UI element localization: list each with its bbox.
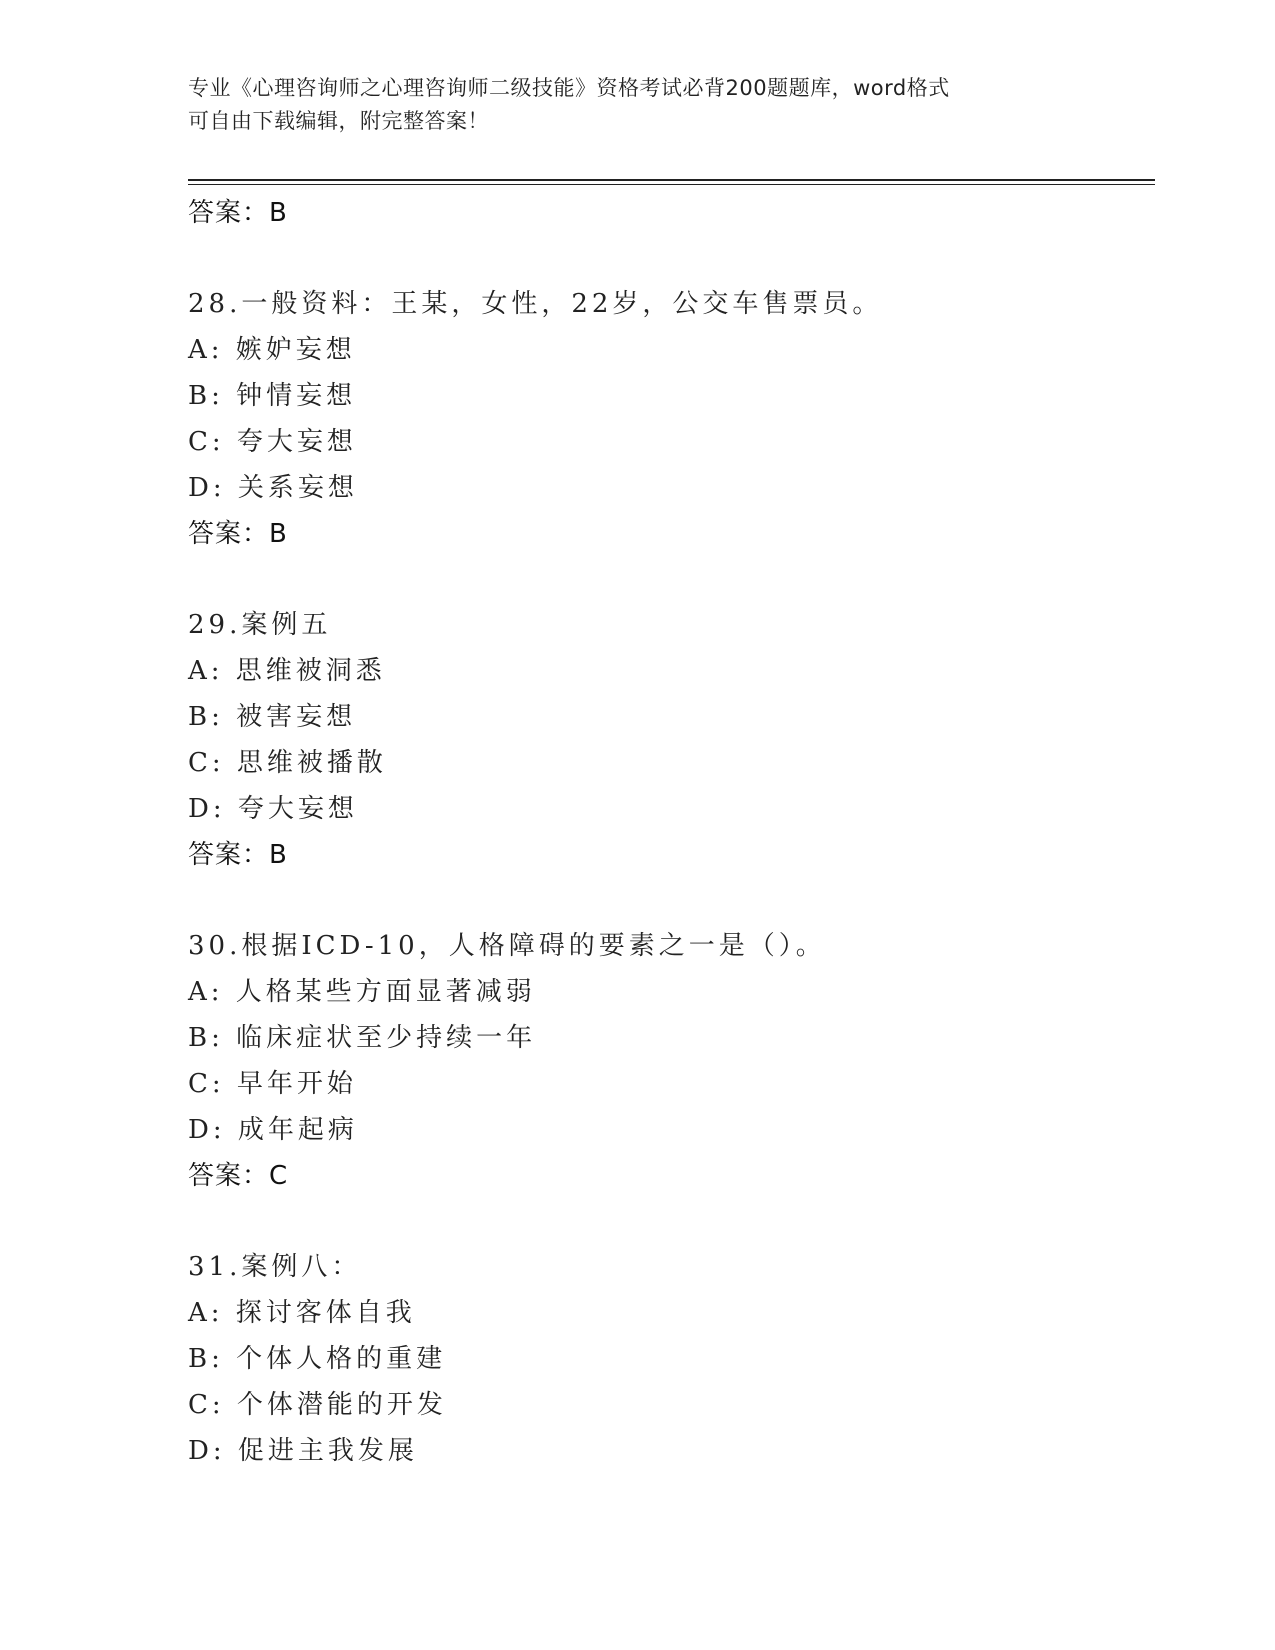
option-b: B: 被害妄想 [188,702,357,732]
option-a: A: 人格某些方面显著减弱 [188,977,536,1007]
document-header [188,72,1088,138]
question-29 [188,602,1148,878]
question-31 [188,1244,1148,1474]
option-d: D: 夸大妄想 [188,794,358,824]
question-stem: 28.一般资料：王某，女性，22岁，公交车售票员。 [188,289,883,319]
option-a: A: 思维被洞悉 [188,656,386,686]
option-b: B: 钟情妄想 [188,381,357,411]
option-a: A: 探讨客体自我 [188,1298,416,1328]
option-d: D: 促进主我发展 [188,1436,418,1466]
question-list [188,190,1148,1474]
answer-line: 答案：B [188,840,288,870]
header-line-1: 专业《心理咨询师之心理咨询师二级技能》资格考试必背200题题库，word格式 [188,76,950,100]
answer-line: 答案：B [188,198,288,228]
answer-line: 答案：B [188,519,288,549]
option-b: B: 个体人格的重建 [188,1344,447,1374]
option-a: A: 嫉妒妄想 [188,335,356,365]
question-stem: 30.根据ICD-10，人格障碍的要素之一是（）。 [188,931,826,961]
question-28 [188,281,1148,557]
option-c: C: 夸大妄想 [188,427,357,457]
answer-line: 答案：C [188,1161,289,1191]
option-c: C: 思维被播散 [188,748,387,778]
option-d: D: 成年起病 [188,1115,358,1145]
option-c: C: 早年开始 [188,1069,357,1099]
header-rule-thick [188,179,1155,181]
question-stem: 31.案例八： [188,1252,362,1282]
header-line-2: 可自由下载编辑，附完整答案！ [188,109,489,133]
option-d: D: 关系妄想 [188,473,358,503]
question-stem: 29.案例五 [188,610,332,640]
option-c: C: 个体潜能的开发 [188,1390,447,1420]
header-rule-thin [188,184,1155,185]
question-30 [188,923,1148,1199]
option-b: B: 临床症状至少持续一年 [188,1023,537,1053]
